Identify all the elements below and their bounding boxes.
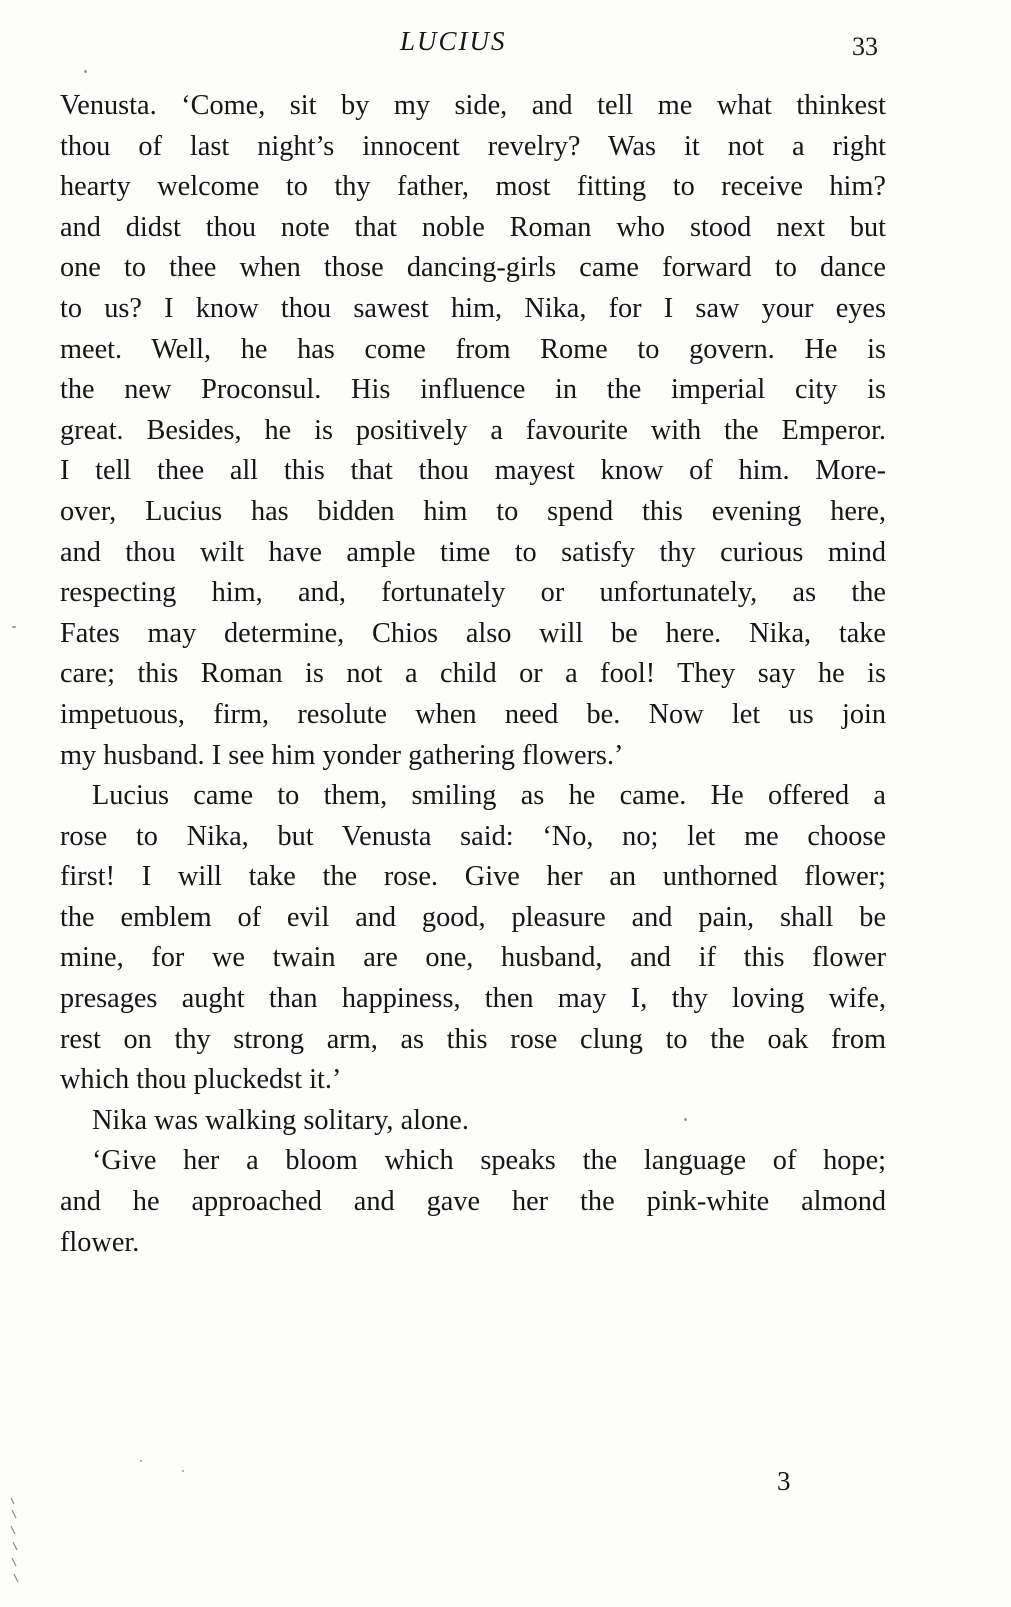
text-line: over, Lucius has bidden him to spend this evening here, [60, 495, 886, 527]
text-line: the new Proconsul. His influence in the imperial city is [60, 374, 886, 406]
text-line: mine, for we twain are one, husband, and if this flower [60, 942, 886, 974]
scan-speck [140, 1460, 142, 1462]
text-line: one to thee when those dancing-girls came forward to dance [60, 252, 886, 284]
text-line: rest on thy strong arm, as this rose clung to the oak from [60, 1023, 886, 1055]
text-line: which thou pluckedst it.’ [60, 1064, 342, 1096]
text-line: meet. Well, he has come from Rome to govern. He is [60, 333, 886, 365]
text-line: respecting him, and, fortunately or unfortunately, as the [60, 577, 886, 609]
text-line: I tell thee all this that thou mayest know of him. More- [60, 455, 886, 487]
text-line: Venusta. ‘Come, sit by my side, and tell me what thinkest [60, 90, 886, 121]
text-line: the emblem of evil and good, pleasure and pain, shall be [60, 901, 886, 933]
signature-mark: 3 [777, 1466, 791, 1496]
text-line: and he approached and gave her the pink-white almond [60, 1186, 886, 1218]
text-line: Fates may determine, Chios also will be here. Nika, take [60, 617, 886, 649]
text-line: rose to Nika, but Venusta said: ‘No, no; let me choose [60, 820, 886, 852]
text-line: my husband. I see him yonder gathering flowers.’ [60, 739, 624, 771]
margin-scratch [8, 1496, 22, 1592]
text-line: great. Besides, he is positively a favourite with the Emperor. [60, 414, 886, 446]
running-head [0, 22, 1011, 62]
text-line: first! I will take the rose. Give her an unthorned flower; [60, 861, 886, 893]
text-line: presages aught than happiness, then may I, thy loving wife, [60, 983, 886, 1015]
text-line: Lucius came to them, smiling as he came. He offered a [92, 780, 886, 812]
text-line: Nika was walking solitary, alone. [92, 1104, 469, 1136]
running-title: LUCIUS [400, 26, 507, 56]
text-line: care; this Roman is not a child or a fool! They say he is [60, 658, 886, 690]
page-number: 33 [852, 32, 878, 61]
scan-speck [684, 1118, 687, 1121]
text-line: ‘Give her a bloom which speaks the language of hope; [92, 1145, 886, 1177]
scan-speck [182, 1470, 184, 1472]
text-line: and didst thou note that noble Roman who stood next but [60, 211, 886, 243]
scan-speck [84, 70, 87, 73]
text-line: flower. [60, 1226, 140, 1258]
text-line: and thou wilt have ample time to satisfy thy curious mind [60, 536, 886, 568]
text-line: impetuous, firm, resolute when need be. Now let us join [60, 698, 886, 730]
text-line: to us? I know thou sawest him, Nika, for I saw your eyes [60, 292, 886, 324]
text-line: thou of last night’s innocent revelry? Was it not a right [60, 130, 886, 162]
body-text [60, 86, 886, 1263]
text-line: hearty welcome to thy father, most fitting to receive him? [60, 171, 886, 203]
scan-speck [12, 626, 16, 628]
